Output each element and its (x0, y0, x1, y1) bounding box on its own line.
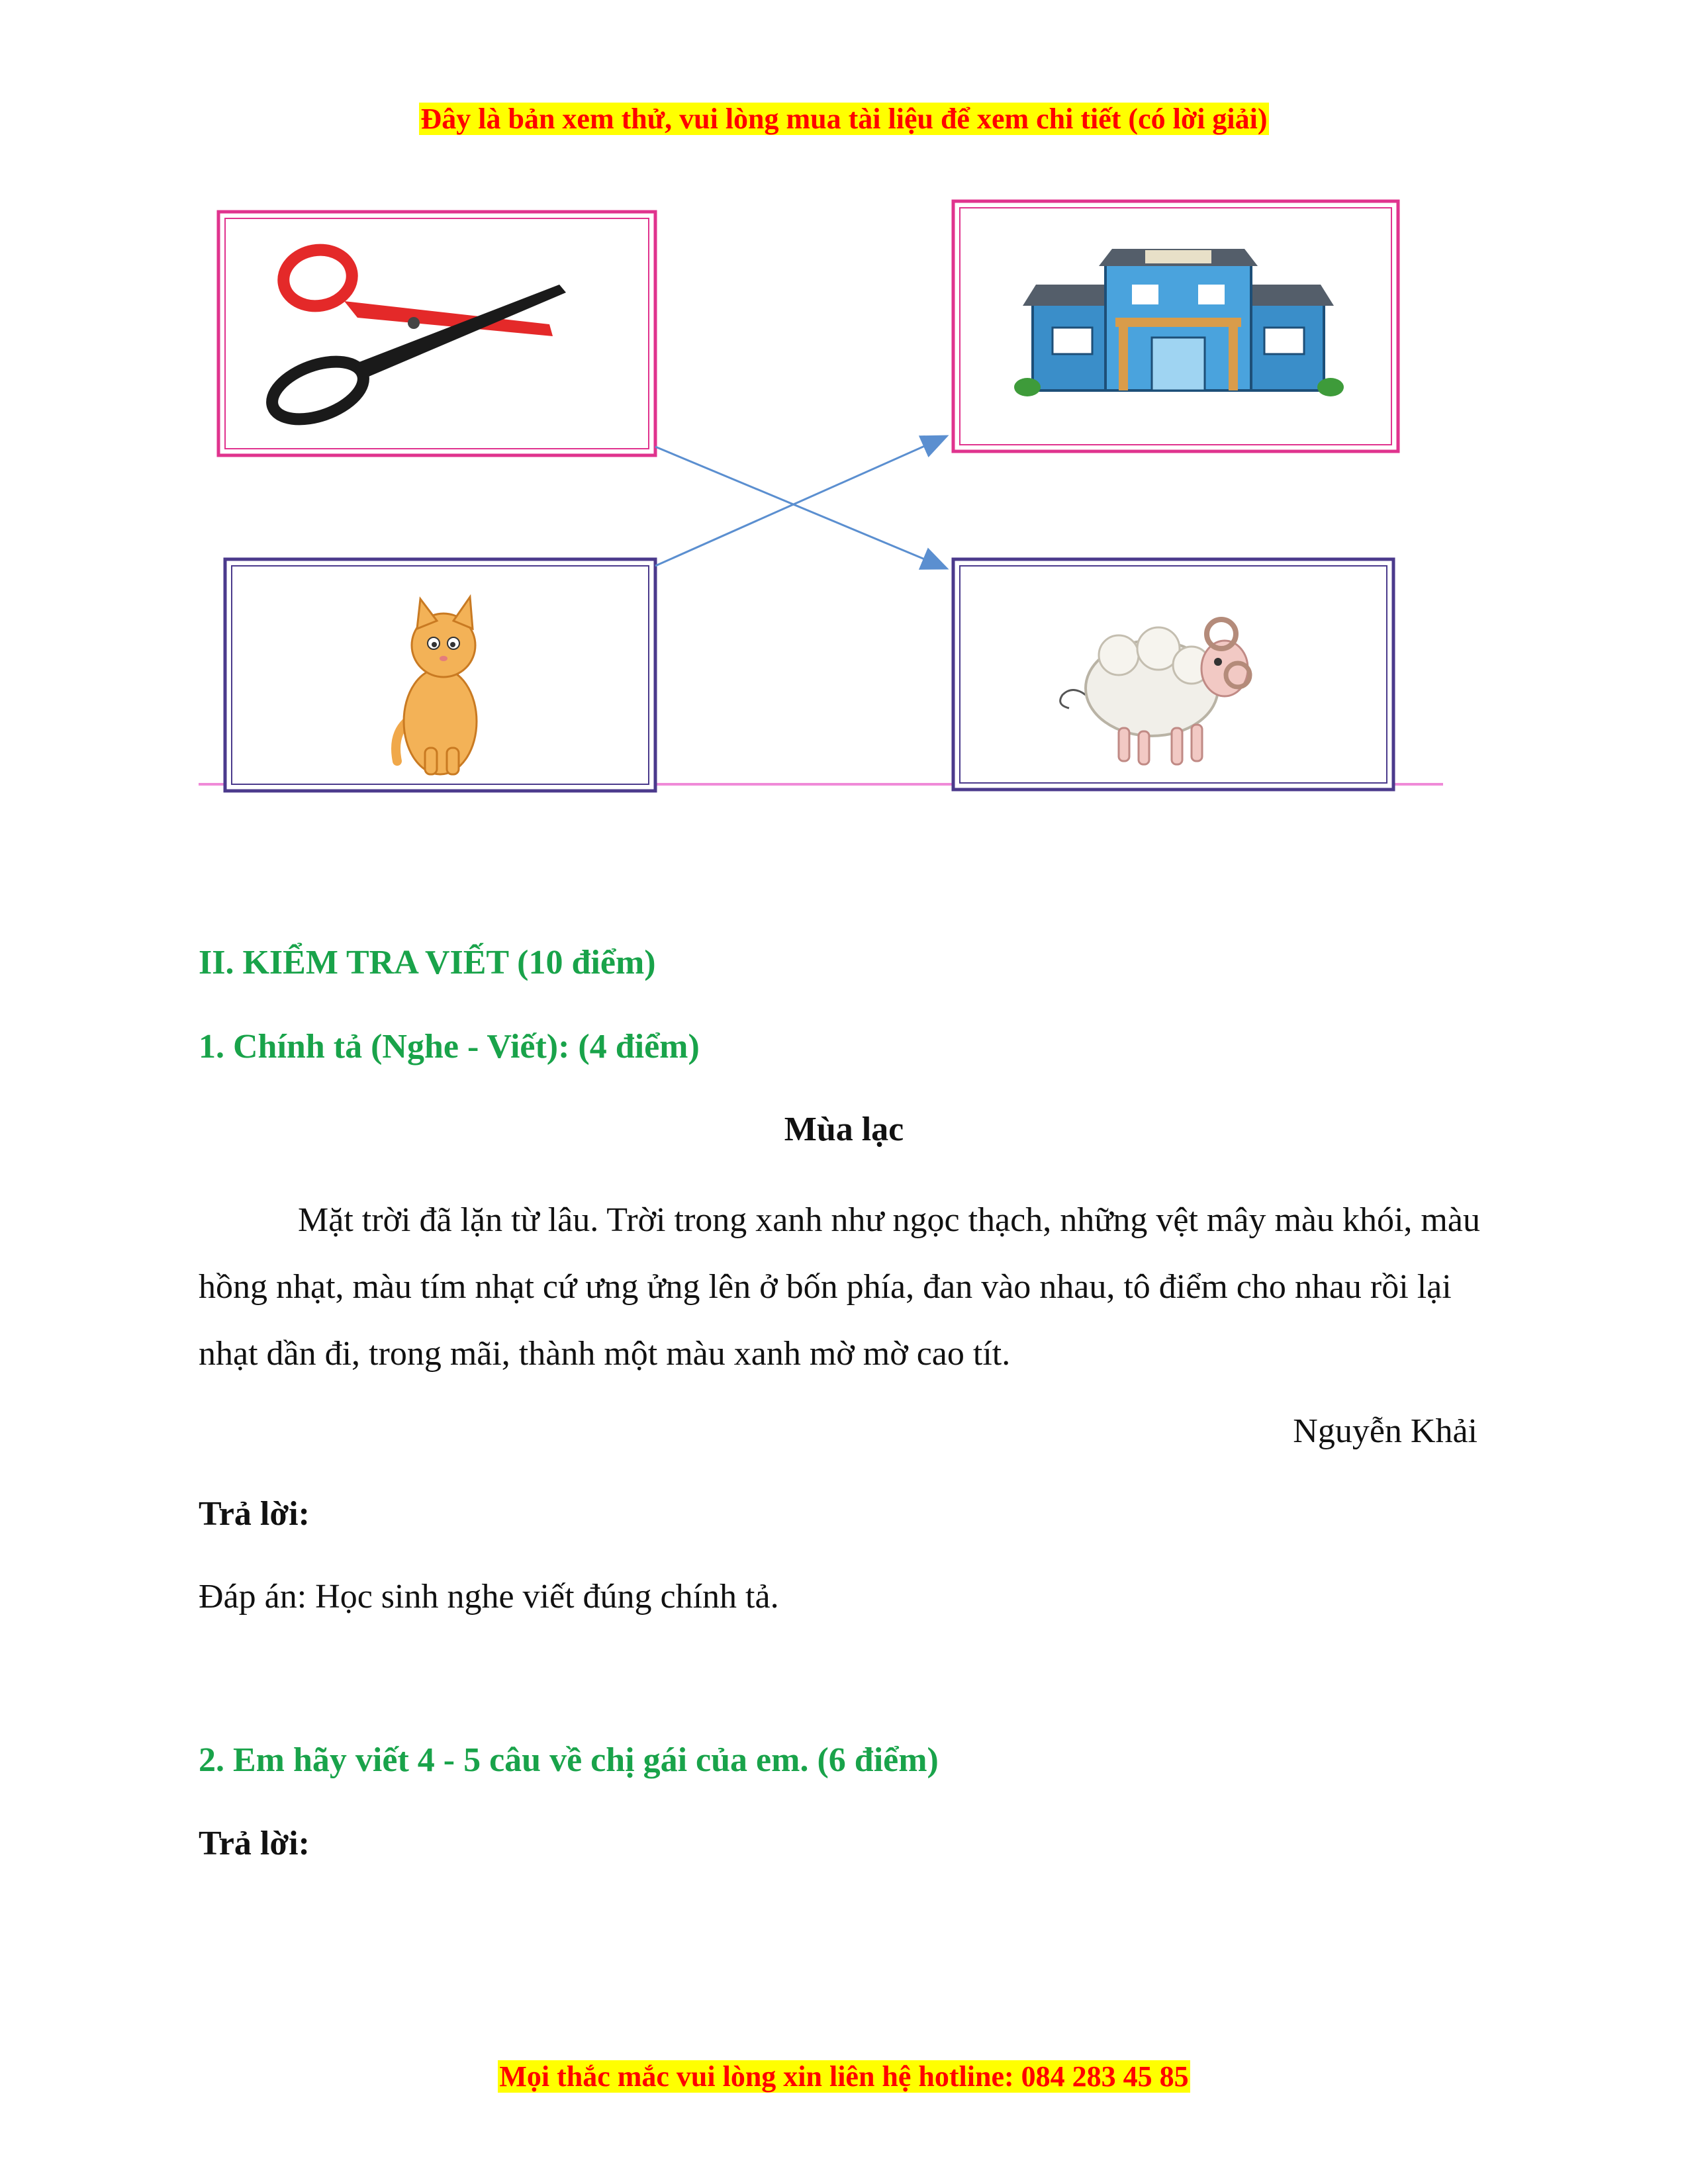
school-box (953, 201, 1398, 451)
arrow-scissors-to-sheep (655, 447, 945, 568)
essay-question-heading: 2. Em hãy viết 4 - 5 câu về chị gái của em. (6 điểm) (199, 1741, 939, 1779)
scissors-box (218, 212, 655, 455)
writing-test-heading: II. KIỂM TRA VIẾT (10 điểm) (199, 944, 656, 981)
matching-exercise-figure (192, 192, 1463, 814)
sheep-box (953, 559, 1393, 790)
answer-label: Trả lời: (199, 1825, 310, 1862)
answer-label: Trả lời: (199, 1495, 310, 1533)
preview-notice-banner (0, 101, 1688, 138)
preview-notice-text: Đây là bản xem thử, vui lòng mua tài liệu để xem chi tiết (có lời giải) (420, 103, 1268, 135)
arrow-cat-to-school (655, 437, 945, 566)
passage-author: Nguyễn Khải (1293, 1412, 1477, 1450)
cat-box (225, 559, 655, 791)
passage-text: Mặt trời đã lặn từ lâu. Trời trong xanh như ngọc thạch, những vệt mây màu khói, màu hồng nhạt, màu tím nhạt cứ ưng ửng lên ở bốn phía, đan vào nhau, tô điểm cho nhau rồi lại nhạt dần đi, trong mãi, thành một màu xanh mờ mờ cao tít. (199, 1201, 1480, 1373)
hotline-text: Mọi thắc mắc vui lòng xin liên hệ hotline: 084 283 45 85 (499, 2060, 1189, 2093)
passage-title: Mùa lạc (784, 1111, 904, 1148)
hotline-banner (0, 2058, 1688, 2095)
dictation-answer: Đáp án: Học sinh nghe viết đúng chính tả. (199, 1578, 779, 1615)
dictation-passage (199, 1187, 1503, 1387)
dictation-question-heading: 1. Chính tả (Nghe - Viết): (4 điểm) (199, 1028, 700, 1066)
